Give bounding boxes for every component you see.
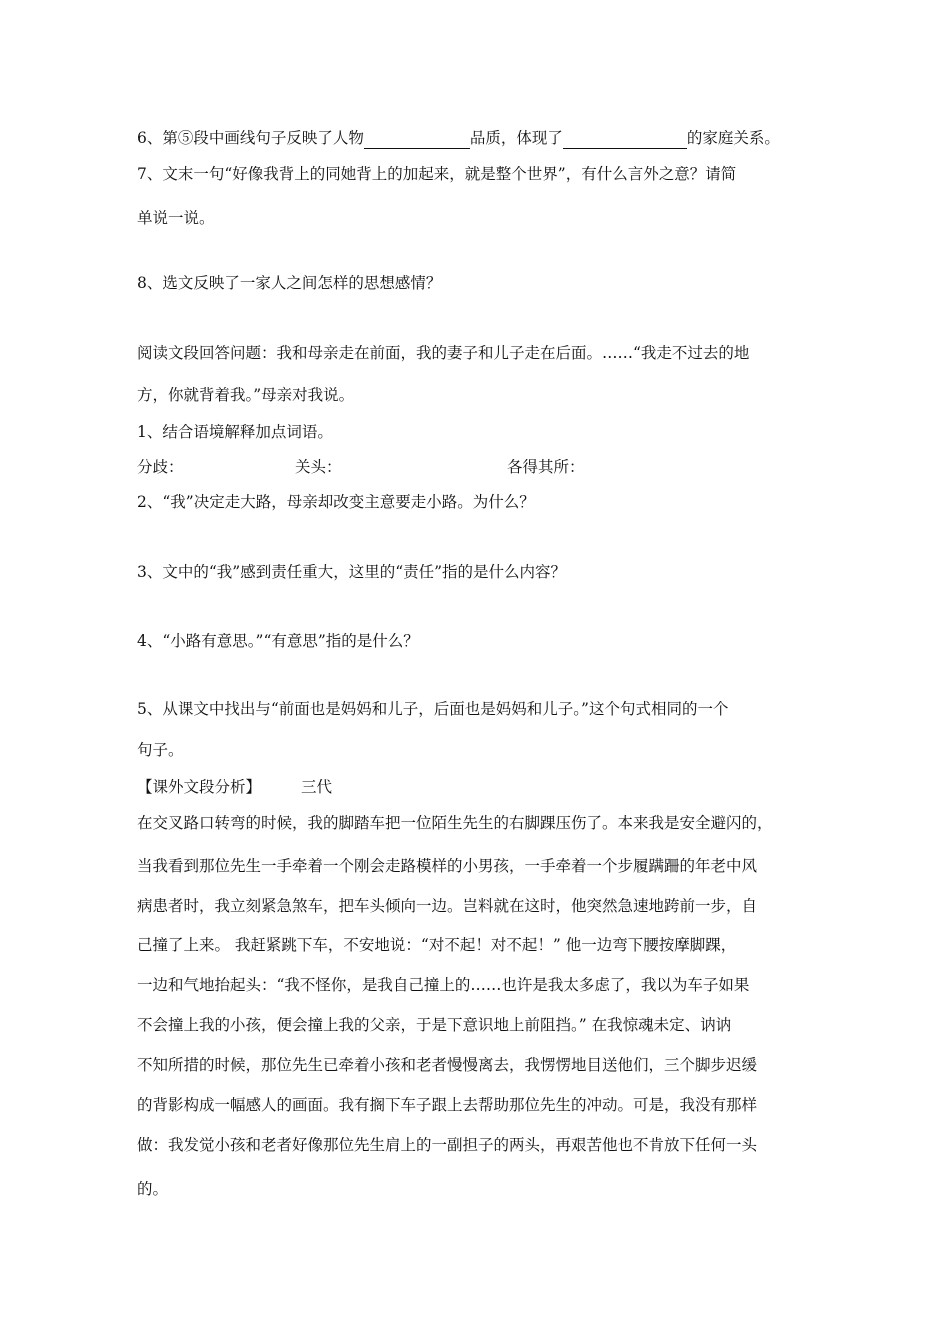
extra-reading-heading (137, 776, 332, 798)
answer-blank-1[interactable] (364, 130, 470, 149)
question-6-text-b: 品质，体现了 (469, 129, 563, 147)
reading-question-5-line-1: 5、从课文中找出与“前面也是妈妈和儿子，后面也是妈妈和儿子。”这个句式相同的一个 (137, 700, 729, 718)
passage-title: 三代 (301, 778, 333, 796)
passage-line: 做：我发觉小孩和老者好像那位先生肩上的一副担子的两头，再艰苦他也不肯放下任何一头 (137, 1136, 758, 1154)
passage-line: 一边和气地抬起头：“我不怪你，是我自己撞上的……也许是我太多虑了，我以为车子如果 (137, 976, 750, 994)
reading-question-2: 2、“我”决定走大路，母亲却改变主意要走小路。为什么？ (137, 493, 535, 511)
question-6-text-c: 的家庭关系。 (686, 129, 780, 147)
reading-prompt-line-1: 阅读文段回答问题：我和母亲走在前面，我的妻子和儿子走在后面。……“我走不过去的地 (137, 344, 750, 362)
passage-line: 在交叉路口转弯的时候，我的脚踏车把一位陌生先生的右脚踝压伤了。本来我是安全避闪的， (137, 814, 773, 832)
vocab-term-gedeqisuo: 各得其所： (507, 458, 585, 476)
reading-question-3: 3、文中的“我”感到责任重大，这里的“责任”指的是什么内容？ (137, 563, 567, 581)
reading-question-4: 4、“小路有意思。”“有意思”指的是什么？ (137, 632, 419, 650)
passage-line: 不会撞上我的小孩，便会撞上我的父亲，于是下意识地上前阻挡。” 在我惊魂未定、讷讷 (137, 1016, 732, 1034)
vocab-term-guantou: 关头： (295, 458, 342, 476)
passage-line: 病患者时，我立刻紧急煞车，把车头倾向一边。岂料就在这时，他突然急速地跨前一步，自 (137, 897, 758, 915)
passage-line: 当我看到那位先生一手牵着一个刚会走路模样的小男孩，一手牵着一个步履蹒跚的年老中风 (137, 857, 758, 875)
passage-line: 的背影构成一幅感人的画面。我有搁下车子跟上去帮助那位先生的冲动。可是，我没有那样 (137, 1096, 758, 1114)
reading-question-1: 1、结合语境解释加点词语。 (137, 423, 333, 441)
question-6 (137, 127, 780, 149)
passage-line: 不知所措的时候，那位先生已牵着小孩和老者慢慢离去，我愣愣地目送他们，三个脚步迟缓 (137, 1056, 758, 1074)
question-7-line-1: 7、文末一句“好像我背上的同她背上的加起来，就是整个世界”，有什么言外之意？请简 (137, 165, 737, 183)
section-heading: 【课外文段分析】 (137, 778, 262, 796)
vocab-term-fenqi: 分歧： (137, 458, 184, 476)
question-8: 8、选文反映了一家人之间怎样的思想感情？ (137, 274, 442, 292)
question-6-text-a: 6、第⑤段中画线句子反映了人物 (137, 129, 364, 147)
passage-line: 的。 (137, 1180, 169, 1198)
reading-prompt-line-2: 方，你就背着我。”母亲对我说。 (137, 386, 355, 404)
answer-blank-2[interactable] (563, 130, 687, 149)
passage-line: 己撞了上来。 我赶紧跳下车，不安地说：“对不起！对不起！” 他一边弯下腰按摩脚踝， (137, 936, 737, 954)
question-7-line-2: 单说一说。 (137, 209, 215, 227)
reading-question-5-line-2: 句子。 (137, 741, 184, 759)
vocab-terms-row (137, 456, 585, 478)
